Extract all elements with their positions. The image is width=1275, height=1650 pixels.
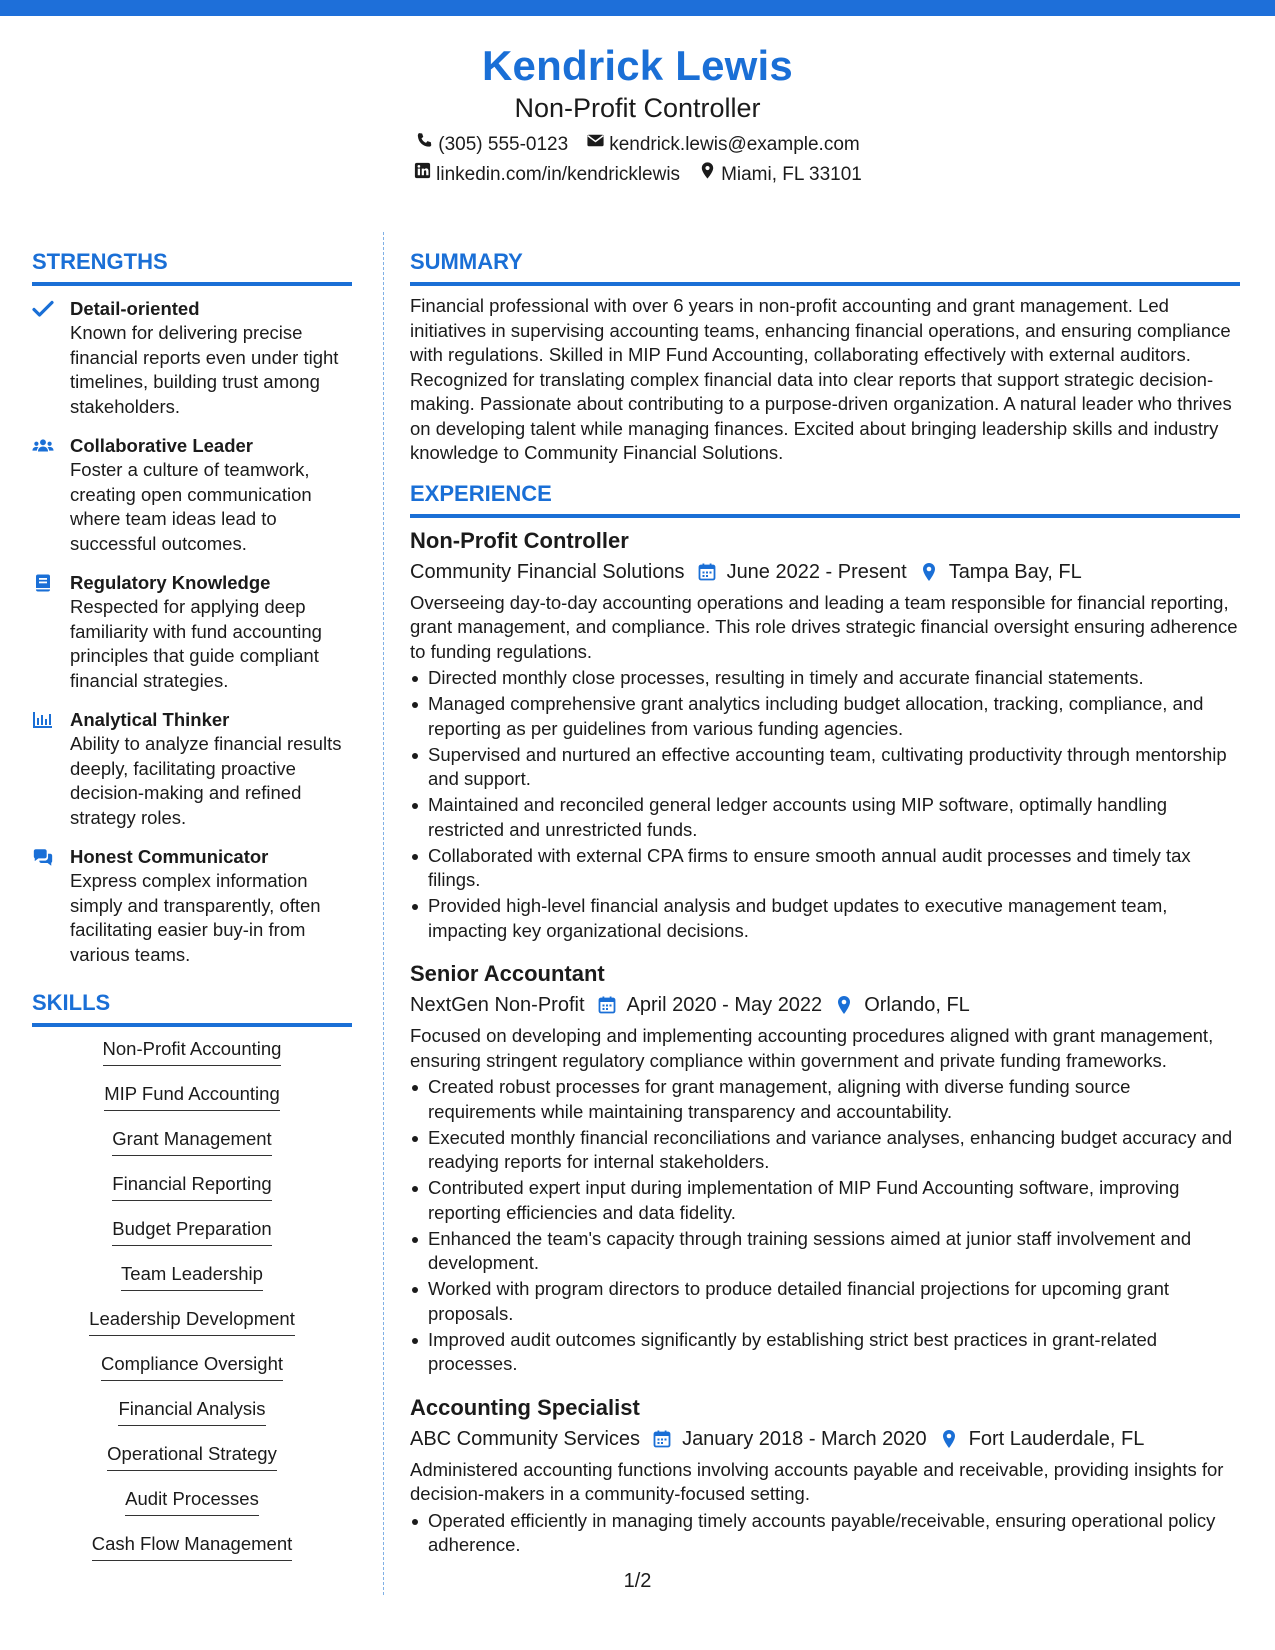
strength-description: Ability to analyze financial results deeply, facilitating proactive decision-making and refined strategy roles. [70, 733, 342, 828]
users-icon [32, 433, 70, 456]
map-pin-icon [698, 160, 717, 190]
job-description: Focused on developing and implementing accounting procedures aligned with grant management, ensuring stringent regulatory compliance within government and private funding frameworks. [410, 1025, 1214, 1071]
job-meta [410, 990, 1240, 1020]
map-pin-icon [919, 562, 939, 582]
strengths-list [32, 296, 352, 967]
left-column [32, 248, 352, 1577]
job-location: Fort Lauderdale, FL [968, 1427, 1145, 1450]
experience-heading: EXPERIENCE [410, 480, 1240, 518]
skill-item: Financial Reporting [112, 1172, 271, 1201]
strength-description: Foster a culture of teamwork, creating open communication where team ideas lead to successful outcomes. [70, 459, 312, 554]
linkedin-icon [413, 160, 432, 190]
job-title: Accounting Specialist [410, 1394, 640, 1420]
strengths-heading: STRENGTHS [32, 248, 352, 286]
top-accent-bar [0, 0, 1275, 16]
comments-icon [32, 844, 70, 867]
job-bullet: Directed monthly close processes, resulting in timely and accurate financial statements. [410, 666, 1240, 691]
contact-row-primary [0, 130, 1275, 160]
candidate-title: Non-Profit Controller [514, 93, 761, 123]
job-bullet: Executed monthly financial reconciliations and variance analyses, enhancing budget accuracy and readying reports for internal stakeholders. [410, 1126, 1240, 1175]
location-contact [698, 160, 862, 190]
job-description: Administered accounting functions involving accounts payable and receivable, providing insights for decision-makers in a community-focused setting. [410, 1458, 1224, 1504]
job-meta [410, 1424, 1240, 1454]
job-bullets [410, 666, 1240, 943]
job-bullet: Maintained and reconciled general ledger accounts using MIP software, optimally handling restricted and unrestricted funds. [410, 793, 1240, 842]
skill-item: Team Leadership [121, 1262, 263, 1291]
job-title: Senior Accountant [410, 961, 605, 986]
job-bullet: Operated efficiently in managing timely accounts payable/receivable, ensuring operational policy adherence. [410, 1509, 1240, 1558]
skill-item: Operational Strategy [107, 1442, 277, 1471]
job-entry [410, 1393, 1240, 1558]
email-text[interactable]: kendrick.lewis@example.com [609, 134, 860, 155]
company-name: ABC Community Services [410, 1427, 641, 1450]
job-bullet: Contributed expert input during implementation of MIP Fund Accounting software, improving reporting efficiencies and data fidelity. [410, 1176, 1240, 1225]
skill-item: Financial Analysis [118, 1397, 265, 1426]
job-bullet: Managed comprehensive grant analytics including budget allocation, tracking, compliance, and reporting as per guidelines from various funding agencies. [410, 692, 1240, 741]
calendar-icon [652, 1429, 672, 1449]
job-bullets [410, 1075, 1240, 1377]
strength-description: Express complex information simply and transparently, often facilitating easier buy-in from various teams. [70, 870, 321, 965]
job-bullet: Created robust processes for grant management, aligning with diverse funding source requirements while maintaining transparency and accountability. [410, 1075, 1240, 1124]
strength-description: Respected for applying deep familiarity with fund accounting principles that guide compliant financial strategies. [70, 596, 322, 691]
job-bullet: Collaborated with external CPA firms to ensure smooth annual audit processes and timely tax filings. [410, 844, 1240, 893]
email-contact[interactable] [586, 130, 860, 160]
skill-item: Leadership Development [89, 1307, 295, 1336]
skill-item: Compliance Oversight [101, 1352, 283, 1381]
check-icon [32, 296, 70, 319]
summary-text: Financial professional with over 6 years in non-profit accounting and grant management. Led initiatives in supervising accounting teams, enhancing financial operations, and ensuring compliance with regulations. Skilled in MIP Fund Accounting, collaborating effectively with external auditors. Recognized for translating complex financial data into clear reports that support strategic decision-making. Passionate about contributing to a purpose-driven organization. A natural leader who thrives on developing talent while managing finances. Excited about bringing leadership skills and industry knowledge to Community Financial Solutions. [410, 295, 1232, 463]
skill-item: Budget Preparation [112, 1217, 271, 1246]
contact-row-secondary [0, 160, 1275, 190]
job-description: Overseeing day-to-day accounting operations and leading a team responsible for financial reporting, grant management, and compliance. This role drives strategic financial oversight ensuring adherence to funding regulations. [410, 591, 1238, 662]
calendar-icon [697, 562, 717, 582]
skill-item: Audit Processes [125, 1487, 259, 1516]
strength-title: Regulatory Knowledge [70, 572, 271, 593]
skills-list [32, 1037, 352, 1577]
job-bullet: Worked with program directors to produce detailed financial projections for upcoming grant proposals. [410, 1277, 1240, 1326]
job-dates: April 2020 - May 2022 [626, 994, 823, 1016]
book-icon [32, 570, 70, 593]
map-pin-icon [834, 995, 854, 1015]
linkedin-text[interactable]: linkedin.com/in/kendricklewis [436, 164, 681, 185]
job-entry [410, 526, 1240, 944]
strength-item [32, 570, 352, 693]
page-number: 1/2 [623, 1570, 652, 1592]
phone-text: (305) 555-0123 [438, 134, 569, 155]
strength-description: Known for delivering precise financial reports even under tight timelines, building trust among stakeholders. [70, 322, 339, 417]
job-meta [410, 557, 1240, 587]
job-location: Tampa Bay, FL [948, 560, 1082, 583]
map-pin-icon [939, 1429, 959, 1449]
linkedin-contact[interactable] [413, 160, 680, 190]
job-bullet: Supervised and nurtured an effective accounting team, cultivating productivity through mentorship and support. [410, 743, 1240, 792]
job-location: Orlando, FL [864, 994, 970, 1016]
company-name: NextGen Non-Profit [410, 994, 585, 1016]
skills-heading: SKILLS [32, 989, 352, 1027]
envelope-icon [586, 130, 605, 160]
strength-title: Analytical Thinker [70, 709, 230, 730]
calendar-icon [597, 995, 617, 1015]
right-column [410, 248, 1240, 1558]
company-name: Community Financial Solutions [410, 560, 685, 583]
summary-heading: SUMMARY [410, 248, 1240, 286]
job-entry [410, 959, 1240, 1377]
job-bullet: Provided high-level financial analysis and budget updates to executive management team, impacting key organizational decisions. [410, 894, 1240, 943]
strength-title: Detail-oriented [70, 298, 200, 319]
phone-contact [415, 130, 568, 160]
job-dates: June 2022 - Present [726, 560, 907, 583]
location-text: Miami, FL 33101 [721, 164, 862, 185]
job-title: Non-Profit Controller [410, 527, 629, 553]
skill-item: Cash Flow Management [92, 1532, 293, 1561]
column-divider [383, 232, 384, 1595]
job-bullet: Improved audit outcomes significantly by establishing strict best practices in grant-related processes. [410, 1328, 1240, 1377]
strength-item [32, 433, 352, 556]
skill-item: Non-Profit Accounting [103, 1037, 282, 1066]
resume-header [0, 40, 1275, 190]
phone-icon [415, 130, 434, 160]
candidate-name: Kendrick Lewis [482, 42, 793, 89]
strength-title: Honest Communicator [70, 846, 269, 867]
job-bullets [410, 1509, 1240, 1558]
strength-item [32, 296, 352, 419]
job-bullet: Enhanced the team's capacity through training sessions aimed at junior staff involvement and development. [410, 1227, 1240, 1276]
skill-item: Grant Management [112, 1127, 271, 1156]
strength-title: Collaborative Leader [70, 435, 254, 456]
strength-item [32, 707, 352, 830]
chart-bar-icon [32, 707, 70, 730]
strength-item [32, 844, 352, 967]
job-dates: January 2018 - March 2020 [682, 1427, 927, 1450]
skill-item: MIP Fund Accounting [104, 1082, 280, 1111]
